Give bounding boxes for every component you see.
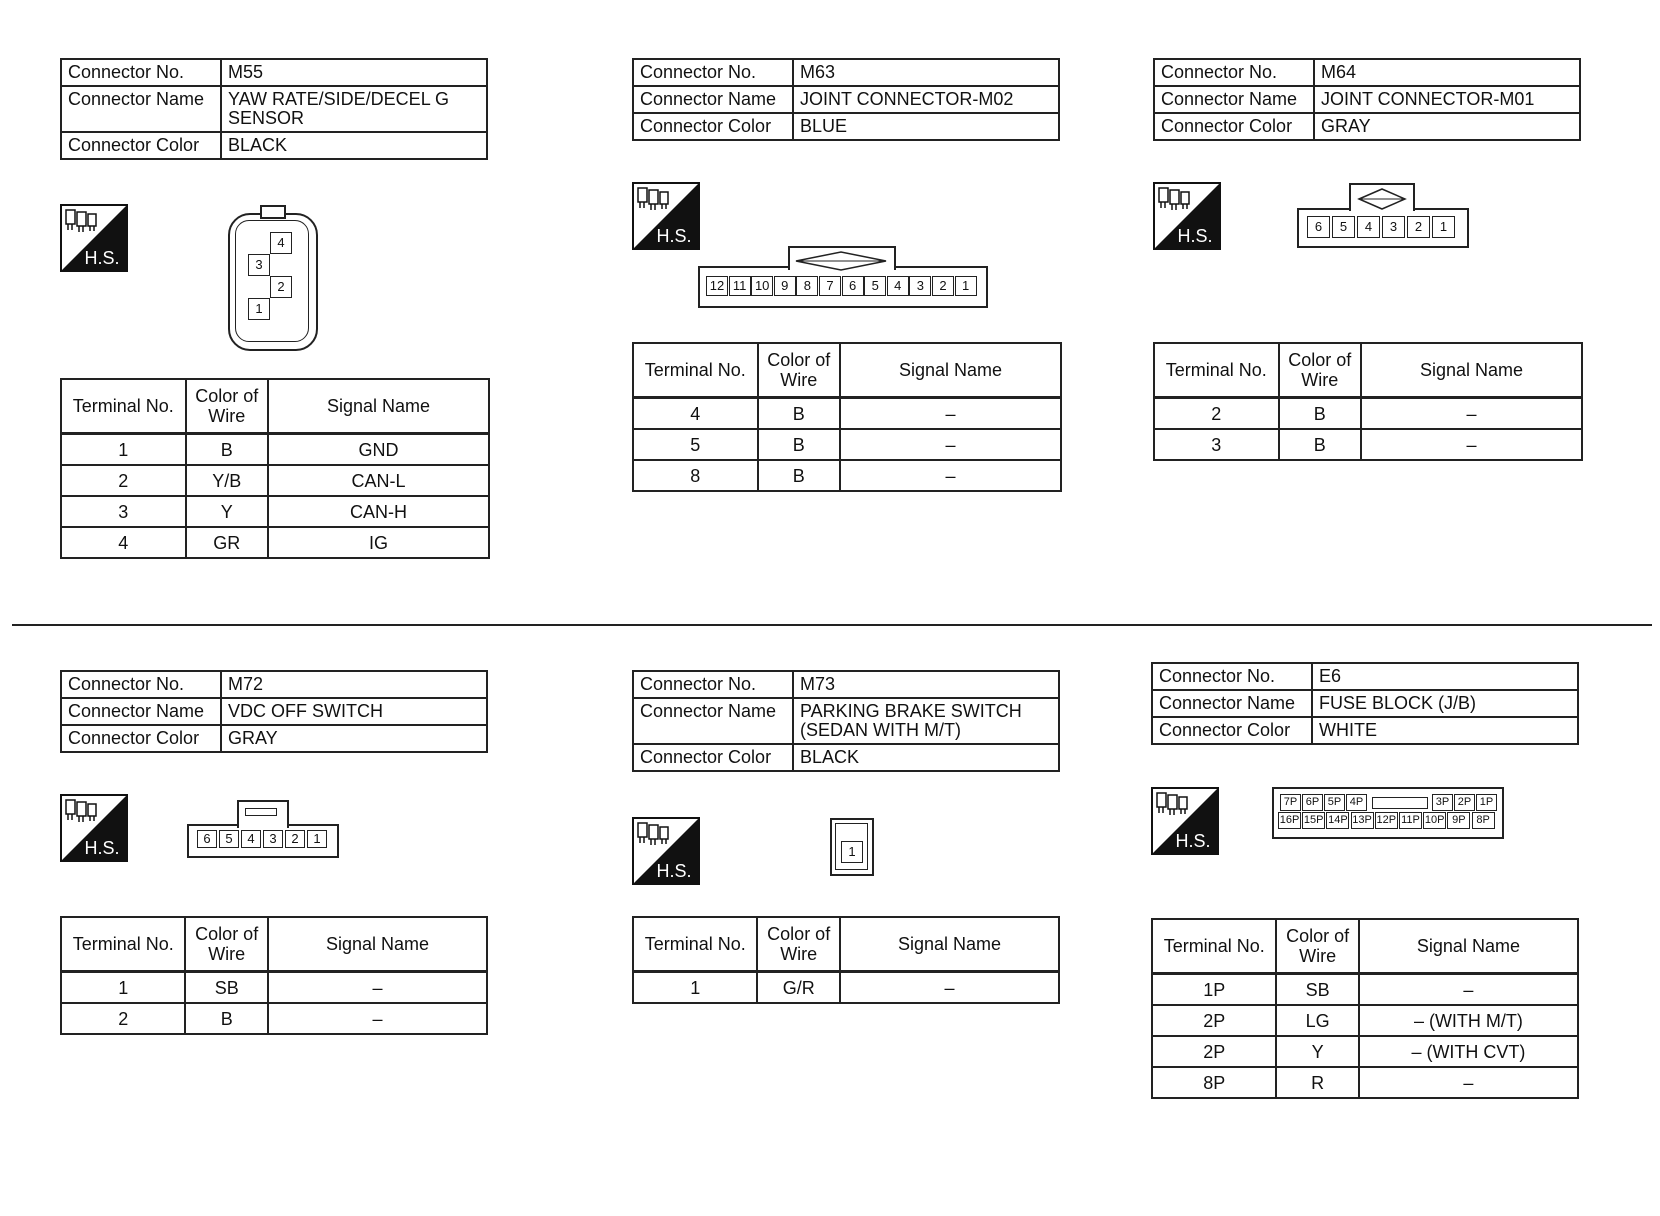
- pin-6P: 6P: [1302, 794, 1323, 811]
- signal-name-cell: –: [1359, 1067, 1578, 1098]
- info-row-connector-color: [61, 725, 487, 752]
- signal-name-cell: –: [268, 972, 487, 1004]
- table-row: [61, 972, 487, 1004]
- wire-color-cell: Y/B: [186, 465, 269, 496]
- lock-diamond-icon: [1357, 187, 1407, 211]
- connector-no-value: M72: [221, 671, 487, 698]
- wire-color-cell: Y: [186, 496, 269, 527]
- terminal-no-cell: 1: [633, 972, 757, 1004]
- terminal-no-cell: 8P: [1152, 1067, 1276, 1098]
- table-row: [1152, 1067, 1578, 1098]
- pin-8P: 8P: [1472, 812, 1495, 829]
- table-row: [1152, 974, 1578, 1006]
- svg-text:H.S.: H.S.: [656, 861, 692, 881]
- svg-text:H.S.: H.S.: [84, 248, 120, 268]
- table-row: [633, 460, 1061, 491]
- connector-info-m64: [1153, 58, 1581, 141]
- wire-color-cell: GR: [186, 527, 269, 558]
- table-row: [61, 434, 489, 466]
- pin-10: 10: [751, 276, 773, 296]
- pin-6: 6: [842, 276, 864, 296]
- signal-name-header: Signal Name: [840, 917, 1059, 972]
- signal-name-cell: –: [840, 460, 1061, 491]
- connector-color-value: BLACK: [793, 744, 1059, 771]
- table-row: [61, 465, 489, 496]
- connector-name-label: Connector Name: [1152, 690, 1312, 717]
- signal-name-cell: –: [1361, 429, 1582, 460]
- terminal-table-m55: [60, 378, 490, 559]
- pin-4: 4: [1357, 216, 1380, 238]
- pin-1: 1: [1432, 216, 1455, 238]
- wire-color-cell: R: [1276, 1067, 1358, 1098]
- color-of-wire-header: [1276, 919, 1358, 974]
- pin-13P: 13P: [1351, 812, 1374, 829]
- hs-view-icon: [60, 204, 128, 272]
- terminal-no-cell: 8: [633, 460, 758, 491]
- connector-no-value: M73: [793, 671, 1059, 698]
- pin-3: 3: [263, 830, 283, 848]
- hs-view-icon: [1151, 787, 1219, 855]
- connector-color-label: Connector Color: [633, 744, 793, 771]
- connector-face-m72: [187, 798, 339, 860]
- info-row-connector-no: [633, 59, 1059, 86]
- info-row-connector-no: [1152, 663, 1578, 690]
- hs-view-icon: [1153, 182, 1221, 250]
- info-row-connector-color: [633, 113, 1059, 140]
- pin-1: 1: [955, 276, 977, 296]
- connector-name-label: Connector Name: [61, 86, 221, 132]
- connector-no-label: Connector No.: [1154, 59, 1314, 86]
- hs-view-icon: [632, 182, 700, 250]
- signal-name-cell: – (WITH M/T): [1359, 1005, 1578, 1036]
- pin-2: 2: [270, 276, 292, 298]
- wire-color-cell: SB: [1276, 974, 1358, 1006]
- color-of-wire-header-line1: Color of: [767, 350, 831, 370]
- wire-color-cell: B: [1279, 398, 1362, 430]
- connector-info-m63: [632, 58, 1060, 141]
- terminal-no-cell: 1: [61, 972, 185, 1004]
- pin-5: 5: [864, 276, 886, 296]
- color-of-wire-header-line1: Color of: [195, 924, 259, 944]
- pin-2: 2: [285, 830, 305, 848]
- signal-name-header: Signal Name: [1359, 919, 1578, 974]
- connector-no-value: E6: [1312, 663, 1578, 690]
- signal-name-header: Signal Name: [1361, 343, 1582, 398]
- color-of-wire-header-line1: Color of: [1288, 350, 1352, 370]
- connector-slot: [245, 808, 277, 816]
- info-row-connector-color: [633, 744, 1059, 771]
- terminal-table-header: [1152, 919, 1578, 974]
- color-of-wire-header: [757, 917, 839, 972]
- connector-name-value: JOINT CONNECTOR-M01: [1314, 86, 1580, 113]
- table-row: [633, 972, 1059, 1004]
- color-of-wire-header: [185, 917, 267, 972]
- signal-name-cell: –: [268, 1003, 487, 1034]
- terminal-table-header: [633, 917, 1059, 972]
- connector-name-label: Connector Name: [633, 86, 793, 113]
- connector-no-label: Connector No.: [61, 671, 221, 698]
- info-row-connector-color: [1152, 717, 1578, 744]
- color-of-wire-header-line2: Wire: [1301, 370, 1339, 390]
- pin-2: 2: [1407, 216, 1430, 238]
- connector-face-m64: [1297, 183, 1469, 245]
- pin-7P: 7P: [1280, 794, 1301, 811]
- connector-no-label: Connector No.: [633, 59, 793, 86]
- wire-color-cell: B: [185, 1003, 267, 1034]
- color-of-wire-header-line1: Color of: [195, 386, 259, 406]
- pin-9: 9: [774, 276, 796, 296]
- signal-name-cell: –: [840, 398, 1061, 430]
- connector-name-value: JOINT CONNECTOR-M02: [793, 86, 1059, 113]
- pin-6: 6: [1307, 216, 1330, 238]
- terminal-table-header: [1154, 343, 1582, 398]
- terminal-no-header: Terminal No.: [61, 379, 186, 434]
- terminal-table-m64: [1153, 342, 1583, 461]
- info-row-connector-name: [1152, 690, 1578, 717]
- signal-name-header: Signal Name: [840, 343, 1061, 398]
- color-of-wire-header-line2: Wire: [780, 944, 818, 964]
- pin-1: 1: [841, 841, 863, 863]
- connector-name-value: FUSE BLOCK (J/B): [1312, 690, 1578, 717]
- terminal-table-header: [61, 379, 489, 434]
- connector-info-m73: [632, 670, 1060, 772]
- lock-diamond-icon: [794, 250, 888, 272]
- pin-3: 3: [248, 254, 270, 276]
- table-row: [1154, 429, 1582, 460]
- connector-color-value: WHITE: [1312, 717, 1578, 744]
- svg-text:H.S.: H.S.: [1175, 831, 1211, 851]
- info-row-connector-no: [61, 59, 487, 86]
- pin-3P: 3P: [1432, 794, 1453, 811]
- table-row: [633, 398, 1061, 430]
- wire-color-cell: B: [758, 460, 841, 491]
- color-of-wire-header-line2: Wire: [208, 406, 246, 426]
- info-row-connector-color: [61, 132, 487, 159]
- terminal-no-header: Terminal No.: [633, 917, 757, 972]
- pin-9P: 9P: [1447, 812, 1470, 829]
- hs-view-icon: [60, 794, 128, 862]
- terminal-no-cell: 2P: [1152, 1005, 1276, 1036]
- connector-color-value: GRAY: [221, 725, 487, 752]
- info-row-connector-color: [1154, 113, 1580, 140]
- signal-name-cell: –: [840, 429, 1061, 460]
- hs-view-icon: [632, 817, 700, 885]
- pin-14P: 14P: [1326, 812, 1349, 829]
- section-divider: [12, 624, 1652, 626]
- info-row-connector-no: [1154, 59, 1580, 86]
- color-of-wire-header: [186, 379, 269, 434]
- wire-color-cell: B: [758, 429, 841, 460]
- signal-name-header: Signal Name: [268, 917, 487, 972]
- pin-8: 8: [796, 276, 818, 296]
- connector-color-value: BLACK: [221, 132, 487, 159]
- svg-text:H.S.: H.S.: [84, 838, 120, 858]
- terminal-no-cell: 2: [61, 1003, 185, 1034]
- connector-info-e6: [1151, 662, 1579, 745]
- pin-1: 1: [307, 830, 327, 848]
- terminal-table-header: [61, 917, 487, 972]
- terminal-no-cell: 4: [61, 527, 186, 558]
- svg-text:H.S.: H.S.: [656, 226, 692, 246]
- connector-face-m63: [698, 246, 988, 308]
- color-of-wire-header-line2: Wire: [1299, 946, 1337, 966]
- table-row: [1152, 1005, 1578, 1036]
- info-row-connector-name: [61, 698, 487, 725]
- connector-color-label: Connector Color: [61, 132, 221, 159]
- color-of-wire-header-line2: Wire: [780, 370, 818, 390]
- table-row: [1152, 1036, 1578, 1067]
- connector-info-m72: [60, 670, 488, 753]
- pin-12P: 12P: [1375, 812, 1398, 829]
- connector-no-label: Connector No.: [61, 59, 221, 86]
- svg-text:H.S.: H.S.: [1177, 226, 1213, 246]
- terminal-no-cell: 1P: [1152, 974, 1276, 1006]
- color-of-wire-header-line1: Color of: [1286, 926, 1350, 946]
- pin-5: 5: [219, 830, 239, 848]
- info-row-connector-no: [633, 671, 1059, 698]
- connector-name-label: Connector Name: [1154, 86, 1314, 113]
- connector-color-value: GRAY: [1314, 113, 1580, 140]
- terminal-no-cell: 4: [633, 398, 758, 430]
- pin-7: 7: [819, 276, 841, 296]
- table-row: [61, 1003, 487, 1034]
- info-row-connector-name: [633, 86, 1059, 113]
- connector-no-label: Connector No.: [633, 671, 793, 698]
- terminal-no-header: Terminal No.: [61, 917, 185, 972]
- pin-2: 2: [932, 276, 954, 296]
- connector-no-value: M64: [1314, 59, 1580, 86]
- pin-5P: 5P: [1324, 794, 1345, 811]
- signal-name-cell: IG: [268, 527, 489, 558]
- terminal-no-cell: 2P: [1152, 1036, 1276, 1067]
- connector-name-label: Connector Name: [61, 698, 221, 725]
- table-row: [1154, 398, 1582, 430]
- terminal-no-cell: 3: [1154, 429, 1279, 460]
- pin-4: 4: [241, 830, 261, 848]
- terminal-no-cell: 2: [1154, 398, 1279, 430]
- connector-face-e6: [1272, 787, 1504, 839]
- table-row: [61, 496, 489, 527]
- wire-color-cell: SB: [185, 972, 267, 1004]
- connector-face-m73: [830, 818, 876, 878]
- signal-name-header: Signal Name: [268, 379, 489, 434]
- info-row-connector-name: [1154, 86, 1580, 113]
- pin-10P: 10P: [1423, 812, 1446, 829]
- wire-color-cell: B: [758, 398, 841, 430]
- terminal-table-m72: [60, 916, 488, 1035]
- pin-6: 6: [197, 830, 217, 848]
- pin-4: 4: [270, 232, 292, 254]
- pin-3: 3: [1382, 216, 1405, 238]
- connector-blank-cavity: [1372, 797, 1428, 809]
- table-row: [61, 527, 489, 558]
- connector-no-label: Connector No.: [1152, 663, 1312, 690]
- terminal-no-header: Terminal No.: [633, 343, 758, 398]
- signal-name-cell: – (WITH CVT): [1359, 1036, 1578, 1067]
- pin-1P: 1P: [1476, 794, 1497, 811]
- info-row-connector-no: [61, 671, 487, 698]
- color-of-wire-header-line1: Color of: [767, 924, 831, 944]
- pin-3: 3: [909, 276, 931, 296]
- pin-5: 5: [1332, 216, 1355, 238]
- connector-color-label: Connector Color: [1152, 717, 1312, 744]
- color-of-wire-header: [758, 343, 841, 398]
- pin-1: 1: [248, 298, 270, 320]
- connector-color-label: Connector Color: [1154, 113, 1314, 140]
- table-row: [633, 429, 1061, 460]
- wire-color-cell: B: [186, 434, 269, 466]
- terminal-no-cell: 2: [61, 465, 186, 496]
- terminal-table-m73: [632, 916, 1060, 1004]
- connector-face-m55: [228, 205, 318, 349]
- wire-color-cell: LG: [1276, 1005, 1358, 1036]
- signal-name-cell: –: [840, 972, 1059, 1004]
- info-row-connector-name: [633, 698, 1059, 744]
- connector-no-value: M63: [793, 59, 1059, 86]
- terminal-no-header: Terminal No.: [1154, 343, 1279, 398]
- signal-name-cell: –: [1361, 398, 1582, 430]
- pin-11P: 11P: [1399, 812, 1422, 829]
- pin-16P: 16P: [1278, 812, 1301, 829]
- connector-name-value: YAW RATE/SIDE/DECEL G SENSOR: [221, 86, 487, 132]
- color-of-wire-header-line2: Wire: [208, 944, 246, 964]
- connector-latch: [260, 205, 286, 219]
- wire-color-cell: B: [1279, 429, 1362, 460]
- connector-color-label: Connector Color: [633, 113, 793, 140]
- pin-11: 11: [729, 276, 751, 296]
- connector-name-value: PARKING BRAKE SWITCH (SEDAN WITH M/T): [793, 698, 1059, 744]
- signal-name-cell: CAN-L: [268, 465, 489, 496]
- pin-4P: 4P: [1346, 794, 1367, 811]
- terminal-no-cell: 3: [61, 496, 186, 527]
- signal-name-cell: GND: [268, 434, 489, 466]
- terminal-no-header: Terminal No.: [1152, 919, 1276, 974]
- signal-name-cell: –: [1359, 974, 1578, 1006]
- wire-color-cell: G/R: [757, 972, 839, 1004]
- pin-2P: 2P: [1454, 794, 1475, 811]
- terminal-no-cell: 5: [633, 429, 758, 460]
- info-row-connector-name: [61, 86, 487, 132]
- pin-4: 4: [887, 276, 909, 296]
- pin-12: 12: [706, 276, 728, 296]
- terminal-table-e6: [1151, 918, 1579, 1099]
- connector-name-label: Connector Name: [633, 698, 793, 744]
- terminal-no-cell: 1: [61, 434, 186, 466]
- connector-name-value: VDC OFF SWITCH: [221, 698, 487, 725]
- pin-15P: 15P: [1302, 812, 1325, 829]
- connector-color-value: BLUE: [793, 113, 1059, 140]
- color-of-wire-header: [1279, 343, 1362, 398]
- connector-no-value: M55: [221, 59, 487, 86]
- wire-color-cell: Y: [1276, 1036, 1358, 1067]
- signal-name-cell: CAN-H: [268, 496, 489, 527]
- terminal-table-m63: [632, 342, 1062, 492]
- connector-info-m55: [60, 58, 488, 160]
- connector-color-label: Connector Color: [61, 725, 221, 752]
- terminal-table-header: [633, 343, 1061, 398]
